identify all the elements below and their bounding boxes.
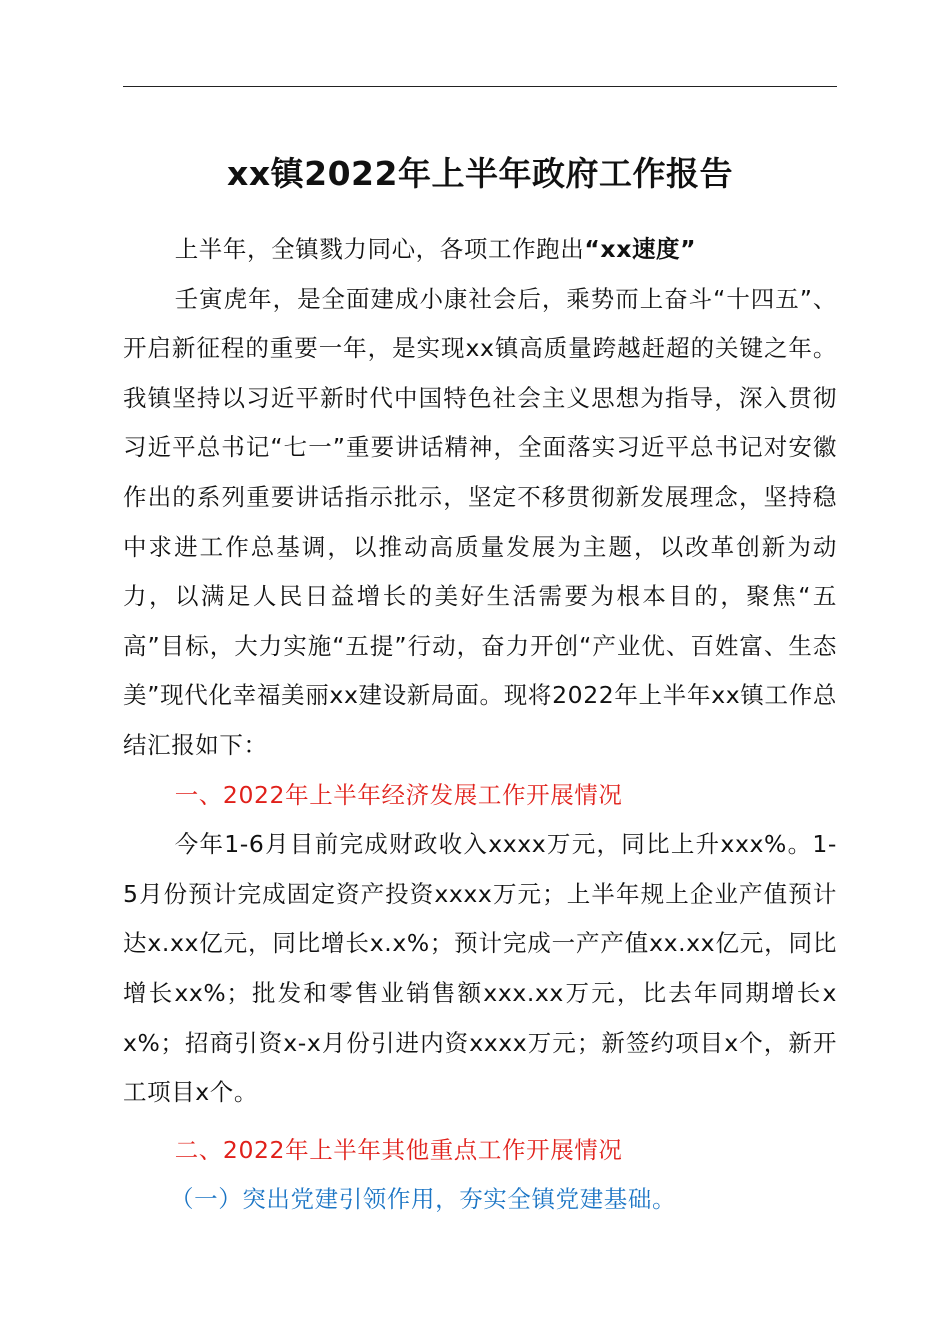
intro-line <box>123 225 837 275</box>
section-heading-other-work: 二、2022年上半年其他重点工作开展情况 <box>174 1135 623 1164</box>
document-body <box>123 225 837 1225</box>
paragraph-economy: 今年1-6月目前完成财政收入xxxx万元，同比上升xxx%。1-5月份预计完成固定资产投资xxxx万元；上半年规上企业产值预计达x.xx亿元，同比增长x.x%；预计完成一产产值xx.xx亿元，同比增长xx%；批发和零售业销售额xxx.xx万元，比去年同期增长xx%；招商引资x-x月份引进内资xxxx万元；新签约项目x个，新开工项目x个。 <box>123 830 837 1107</box>
header-rule <box>123 86 837 87</box>
subsection-heading-party-building: （一）突出党建引领作用，夯实全镇党建基础。 <box>170 1185 677 1214</box>
intro-line-text: 上半年，全镇戮力同心，各项工作跑出 <box>174 235 585 263</box>
section-heading-economy: 一、2022年上半年经济发展工作开展情况 <box>174 780 623 809</box>
document-title: xx镇2022年上半年政府工作报告 <box>227 154 733 193</box>
paragraph-overview: 壬寅虎年，是全面建成小康社会后，乘势而上奋斗“十四五”、开启新征程的重要一年，是实现xx镇高质量跨越赶超的关键之年。我镇坚持以习近平新时代中国特色社会主义思想为指导，深入贯彻习近平总书记“七一”重要讲话精神，全面落实习近平总书记对安徽作出的系列重要讲话指示批示，坚定不移贯彻新发展理念，坚持稳中求进工作总基调，以推动高质量发展为主题，以改革创新为动力，以满足人民日益增长的美好生活需要为根本目的，聚焦“五高”目标，大力实施“五提”行动，奋力开创“产业优、百姓富、生态美”现代化幸福美丽xx建设新局面。现将2022年上半年xx镇工作总结汇报如下： <box>123 284 837 759</box>
spacer <box>123 1118 837 1126</box>
intro-line-bold-quote: “xx速度” <box>584 235 697 263</box>
